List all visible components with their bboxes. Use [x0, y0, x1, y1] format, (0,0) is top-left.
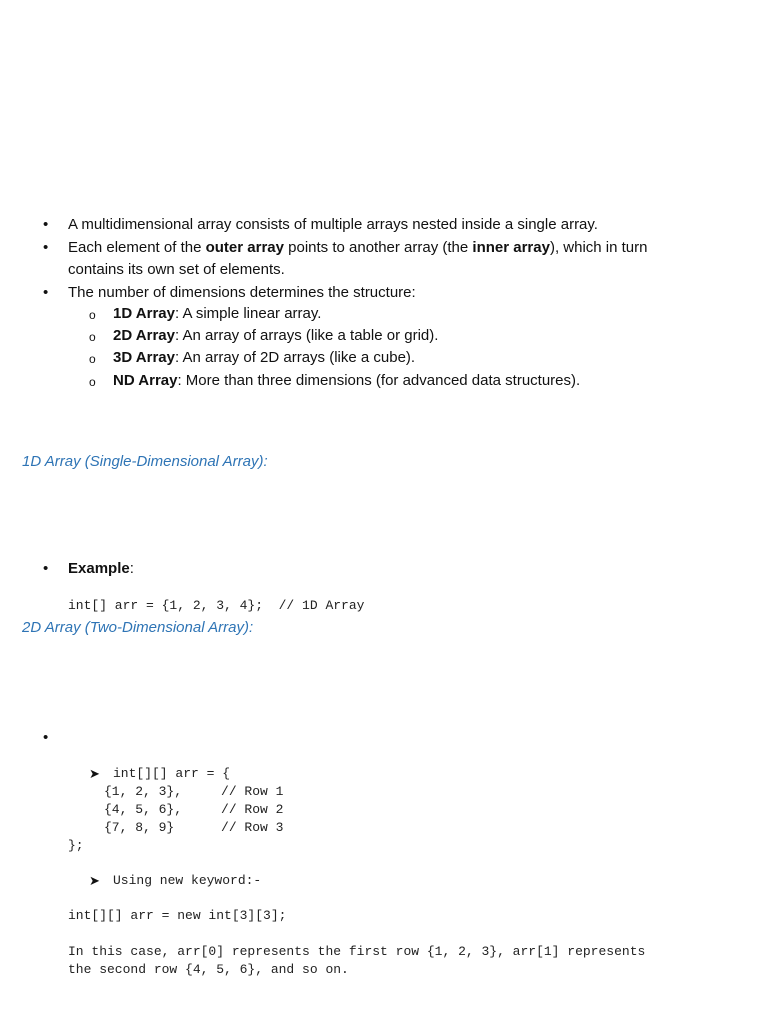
heading-1d-array: 1D Array (Single-Dimensional Array): — [22, 453, 268, 470]
code-2d-close: }; — [68, 838, 84, 853]
using-new-keyword: Using new keyword:- — [113, 873, 262, 888]
inner-array-term: inner array — [472, 239, 550, 256]
sub-item-nd — [113, 370, 580, 392]
explanation-line-1: In this case, arr[0] represents the first row {1, 2, 3}, arr[1] represents — [68, 944, 646, 959]
sub-bullet-icon: o — [89, 308, 96, 322]
sub-item-term: 2D Array — [113, 327, 175, 344]
sub-item-1d — [113, 303, 321, 325]
example-term: Example — [68, 560, 130, 577]
code-1d-example: int[] arr = {1, 2, 3, 4}; // 1D Array — [68, 598, 365, 613]
bullet-icon: • — [43, 284, 49, 301]
sub-item-term: 1D Array — [113, 305, 175, 322]
example-colon: : — [129, 560, 134, 577]
sub-item-3d — [113, 347, 415, 369]
sub-item-desc: : An array of arrays (like a table or grid). — [174, 327, 439, 344]
intro-item-2-text: ), which in turn — [549, 239, 648, 256]
intro-item-3: The number of dimensions determines the structure: — [68, 284, 416, 301]
code-2d-rows: {1, 2, 3}, // Row 1 {4, 5, 6}, // Row 2 {7, 8, 9} // Row 3 — [104, 784, 284, 835]
bullet-icon: • — [43, 239, 49, 256]
arrow-bullet-icon: ➤ — [89, 873, 100, 888]
explanation-line-2: the second row {4, 5, 6}, and so on. — [68, 962, 349, 977]
arrow-bullet-icon: ➤ — [89, 766, 100, 781]
code-2d-declaration: int[][] arr = { — [113, 766, 231, 781]
sub-item-desc: : An array of 2D arrays (like a cube). — [174, 349, 416, 366]
intro-item-2 — [68, 237, 648, 259]
sub-item-term: 3D Array — [113, 349, 175, 366]
sub-item-desc: : A simple linear array. — [174, 305, 322, 322]
sub-bullet-icon: o — [89, 330, 96, 344]
bullet-icon: • — [43, 216, 49, 233]
sub-item-desc: : More than three dimensions (for advanced data structures). — [177, 372, 581, 389]
example-label — [68, 558, 134, 580]
bullet-icon: • — [43, 560, 49, 577]
sub-item-term: ND Array — [113, 372, 178, 389]
sub-bullet-icon: o — [89, 352, 96, 366]
bullet-icon: • — [43, 729, 49, 746]
intro-item-2-text: Each element of the — [68, 239, 206, 256]
heading-2d-array: 2D Array (Two-Dimensional Array): — [22, 619, 254, 636]
outer-array-term: outer array — [205, 239, 284, 256]
code-2d-new: int[][] arr = new int[3][3]; — [68, 908, 287, 923]
sub-bullet-icon: o — [89, 375, 96, 389]
sub-item-2d — [113, 325, 438, 347]
intro-item-2-continuation: contains its own set of elements. — [68, 261, 285, 278]
intro-item-1: A multidimensional array consists of multiple arrays nested inside a single array. — [68, 216, 598, 233]
intro-item-2-text: points to another array (the — [283, 239, 473, 256]
